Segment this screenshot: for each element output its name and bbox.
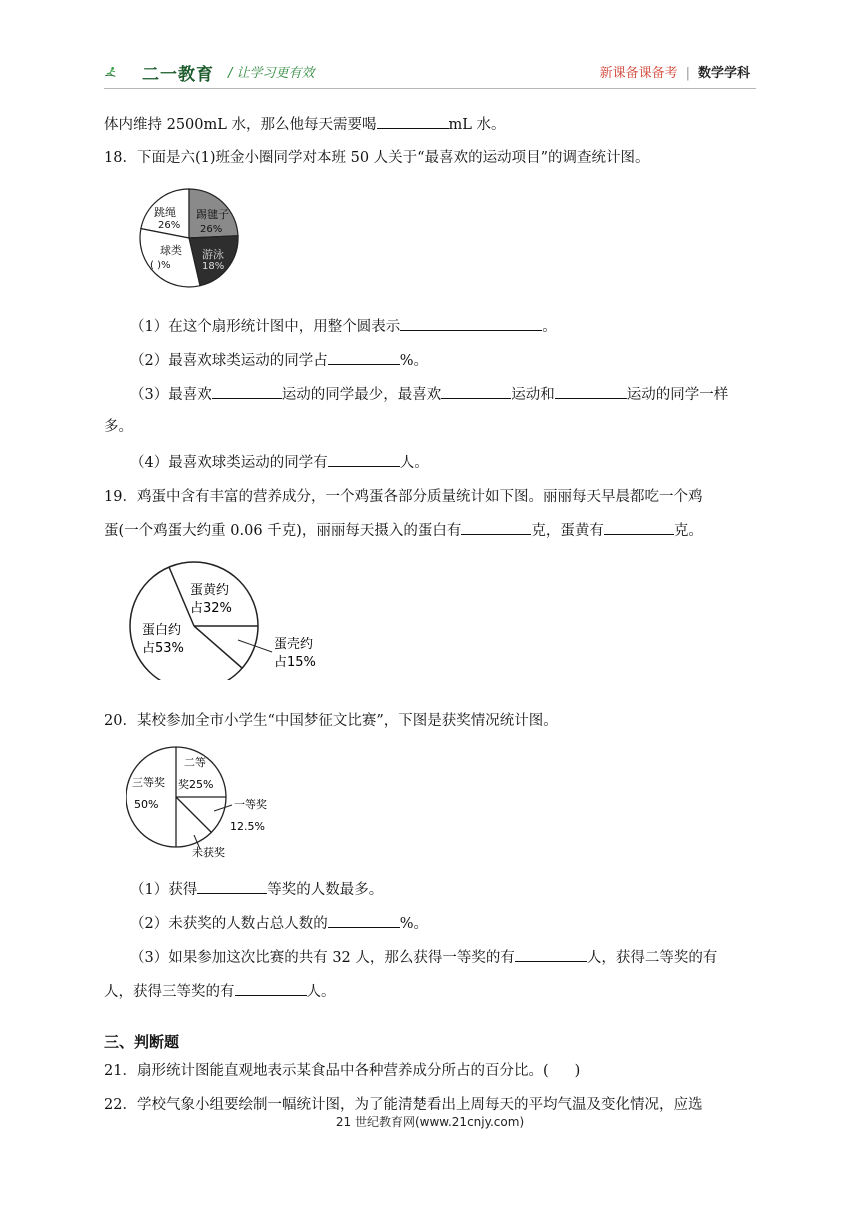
header-subject-label: 数学学科 <box>697 66 750 81</box>
q21-text: 21．扇形统计图能直观地表示某食品中各种营养成分所占的百分比。( <box>104 1063 549 1079</box>
pct-white: 占53% <box>142 641 184 656</box>
answer-blank[interactable] <box>604 520 674 535</box>
q20-part3-end: 人。 <box>306 984 336 1000</box>
label-swimming: 游泳 <box>202 248 224 261</box>
q18-part4-text: （4）最喜欢球类运动的同学有 <box>130 455 328 471</box>
q18-part1-end: 。 <box>542 319 557 335</box>
pie-outline <box>130 562 258 680</box>
q18-part3-text2: 运动的同学最少，最喜欢 <box>281 387 442 403</box>
q19-text-a: 蛋(一个鸡蛋大约重 0.06 千克)，丽丽每天摄入的蛋白有 <box>104 523 462 539</box>
slogan: / 让学习更有效 <box>228 66 315 81</box>
q18-part1 <box>130 315 557 336</box>
q20-part3 <box>130 946 717 967</box>
answer-blank[interactable] <box>235 981 307 996</box>
q17-unit: mL 水。 <box>448 117 506 133</box>
pct-second: 奖25% <box>178 778 214 791</box>
q20-part2 <box>130 912 428 933</box>
pct-first: 12.5% <box>230 820 265 833</box>
label-third: 三等奖 <box>132 776 165 789</box>
answer-blank[interactable] <box>197 879 267 894</box>
q20-stem: 20．某校参加全市小学生“中国梦征文比赛”，下图是获奖情况统计图。 <box>104 713 558 729</box>
answer-blank[interactable] <box>377 114 449 129</box>
q18-part2 <box>130 349 428 370</box>
header-course-label: 新课备课备考 <box>599 66 678 81</box>
label-yolk: 蛋黄约 <box>190 583 230 598</box>
q19-stem-line2 <box>104 519 703 540</box>
q20-part1-end: 等奖的人数最多。 <box>267 882 384 898</box>
q20-part3-text3: 人，获得三等奖的有 <box>104 984 235 1000</box>
q18-part3 <box>130 383 728 404</box>
section-heading: 三、判断题 <box>104 1033 180 1051</box>
q20-pie-chart <box>126 742 286 862</box>
q18-part2-end: %。 <box>399 353 429 369</box>
pct-yolk: 占32% <box>190 601 232 616</box>
answer-blank[interactable] <box>441 384 511 399</box>
pct-third: 50% <box>134 798 159 811</box>
q19-text-c: 克。 <box>673 523 703 539</box>
q20-part1 <box>130 878 383 899</box>
q18-pie-chart <box>136 186 246 292</box>
q18-part3-text4: 运动的同学一样 <box>626 387 729 403</box>
pct-shell: 占15% <box>274 655 316 670</box>
pct-jumprope: 26% <box>158 220 181 231</box>
answer-blank[interactable] <box>212 384 282 399</box>
label-none: 未获奖 <box>192 846 225 859</box>
q18-part4 <box>130 451 429 472</box>
answer-blank[interactable] <box>400 316 542 331</box>
pct-swimming: 18% <box>202 261 225 272</box>
q18-stem: 18．下面是六(1)班金小圈同学对本班 50 人关于“最喜欢的运动项目”的调查统计图。 <box>104 150 650 166</box>
answer-blank[interactable] <box>328 913 400 928</box>
q22: 22．学校气象小组要绘制一幅统计图，为了能清楚看出上周每天的平均气温及变化情况，应选 <box>104 1097 703 1113</box>
q21 <box>104 1059 580 1080</box>
pct-shuttlecock: 26% <box>200 224 223 235</box>
answer-blank[interactable] <box>328 350 400 365</box>
q20-part3-wrap <box>104 980 336 1001</box>
label-second: 二等 <box>184 756 206 769</box>
label-jumprope: 跳绳 <box>154 206 176 219</box>
page-footer: 21 世纪教育网(www.21cnjy.com) <box>335 1115 525 1129</box>
q18-part2-text: （2）最喜欢球类运动的同学占 <box>130 353 328 369</box>
q18-part1-text: （1）在这个扇形统计图中，用整个圆表示 <box>130 319 401 335</box>
answer-blank[interactable] <box>328 452 400 467</box>
header-divider <box>104 88 756 89</box>
q18-part3-text3: 运动和 <box>511 387 555 403</box>
q21-bracket-close: ) <box>574 1063 581 1079</box>
logo-runner-icon <box>104 55 144 89</box>
q18-part3-wrap: 多。 <box>104 419 133 435</box>
q18-part3-text: （3）最喜欢 <box>130 387 212 403</box>
label-first: 一等奖 <box>234 798 267 811</box>
q18-part4-end: 人。 <box>399 455 429 471</box>
header-separator: | <box>685 66 690 81</box>
answer-blank[interactable] <box>515 947 587 962</box>
q20-part1-text: （1）获得 <box>130 882 198 898</box>
page-header <box>0 0 860 100</box>
q17-tail <box>104 113 506 134</box>
q20-part3-text2: 人，获得二等奖的有 <box>586 950 718 966</box>
label-shell: 蛋壳约 <box>274 637 314 652</box>
answer-blank[interactable] <box>555 384 627 399</box>
q19-text-b: 克，蛋黄有 <box>531 523 604 539</box>
label-ball: 球类 <box>160 244 182 257</box>
q20-part2-text: （2）未获奖的人数占总人数的 <box>130 916 328 932</box>
logo-text: 二一教育 <box>142 65 214 85</box>
q19-stem-line1: 19．鸡蛋中含有丰富的营养成分，一个鸡蛋各部分质量统计如下图。丽丽每天早晨都吃一个鸡 <box>104 489 703 505</box>
q20-part2-end: %。 <box>399 916 429 932</box>
label-white: 蛋白约 <box>142 623 182 638</box>
label-shuttlecock: 踢毽子 <box>196 208 229 221</box>
q20-part3-text: （3）如果参加这次比赛的共有 32 人，那么获得一等奖的有 <box>130 950 515 966</box>
q19-pie-chart <box>124 556 340 680</box>
pct-ball: ( )% <box>150 260 171 271</box>
answer-blank[interactable] <box>461 520 531 535</box>
header-right <box>600 62 750 81</box>
q17-text: 体内维持 2500mL 水，那么他每天需要喝 <box>104 117 377 133</box>
